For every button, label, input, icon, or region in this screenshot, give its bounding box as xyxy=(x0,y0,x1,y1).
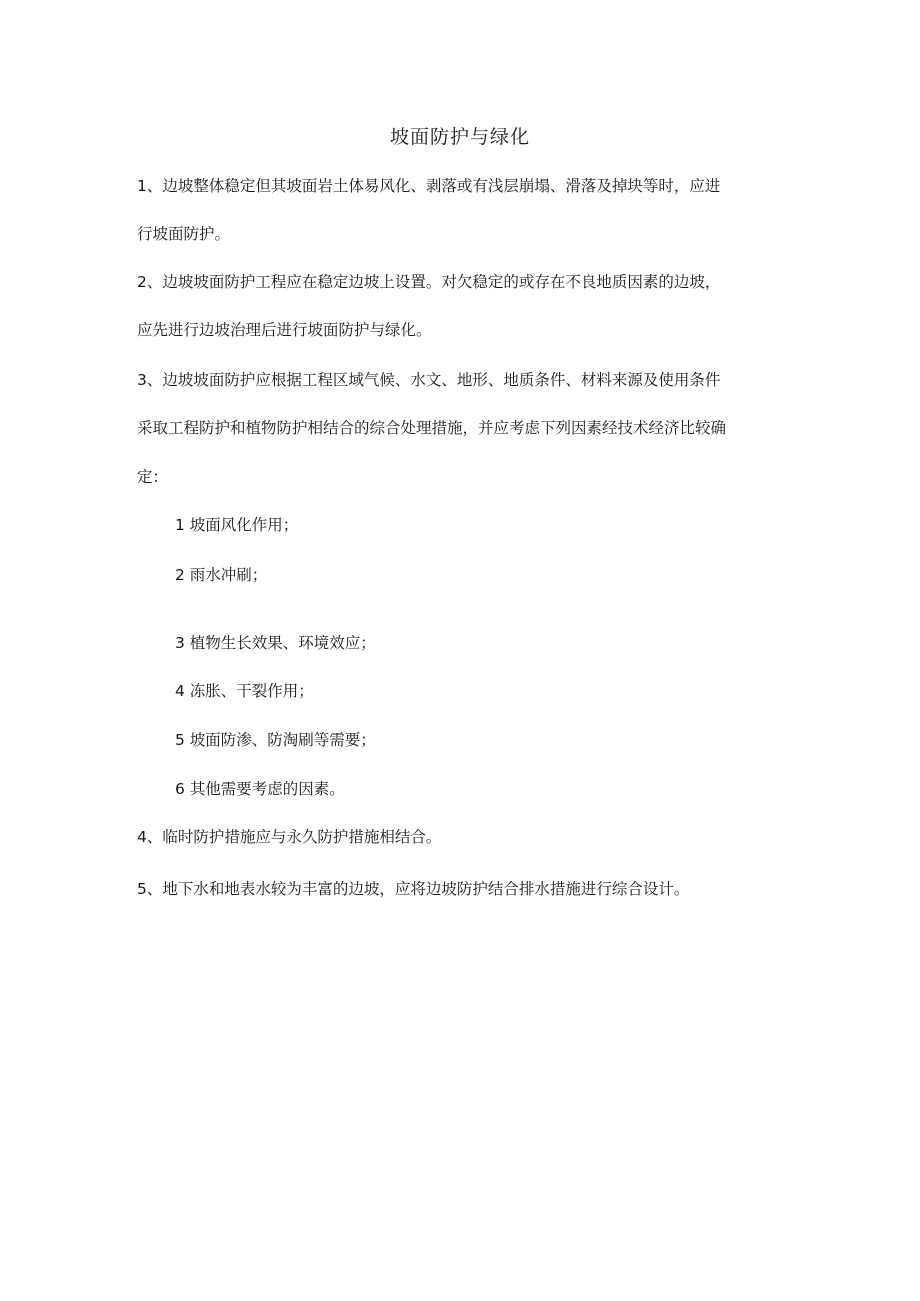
subitem-4: 4 冻胀、干裂作用； xyxy=(175,682,314,700)
item-2-line-2: 应先进行边坡治理后进行坡面防护与绿化。 xyxy=(137,321,432,339)
item-5-line-1: 5、地下水和地表水较为丰富的边坡，应将边坡防护结合排水措施进行综合设计。 xyxy=(137,880,690,898)
subitem-3: 3 植物生长效果、环境效应； xyxy=(175,634,376,652)
document-title: 坡面防护与绿化 xyxy=(389,126,530,148)
subitem-1: 1 坡面风化作用； xyxy=(175,516,299,534)
subitem-2: 2 雨水冲刷； xyxy=(175,566,268,584)
item-4-line-1: 4、临时防护措施应与永久防护措施相结合。 xyxy=(137,828,442,846)
item-2-line-1: 2、边坡坡面防护工程应在稳定边坡上设置。对欠稳定的或存在不良地质因素的边坡， xyxy=(137,273,721,291)
item-1-line-2: 行坡面防护。 xyxy=(137,225,231,243)
item-3-line-1: 3、边坡坡面防护应根据工程区域气候、水文、地形、地质条件、材料来源及使用条件 xyxy=(137,371,721,389)
subitem-5: 5 坡面防渗、防淘刷等需要； xyxy=(175,731,376,749)
item-3-line-2: 采取工程防护和植物防护相结合的综合处理措施，并应考虑下列因素经技术经济比较确 xyxy=(137,419,727,437)
item-1-line-1: 1、边坡整体稳定但其坡面岩土体易风化、剥落或有浅层崩塌、滑落及掉块等时，应进 xyxy=(137,177,721,195)
subitem-6: 6 其他需要考虑的因素。 xyxy=(175,780,345,798)
item-3-line-3: 定： xyxy=(137,468,169,486)
